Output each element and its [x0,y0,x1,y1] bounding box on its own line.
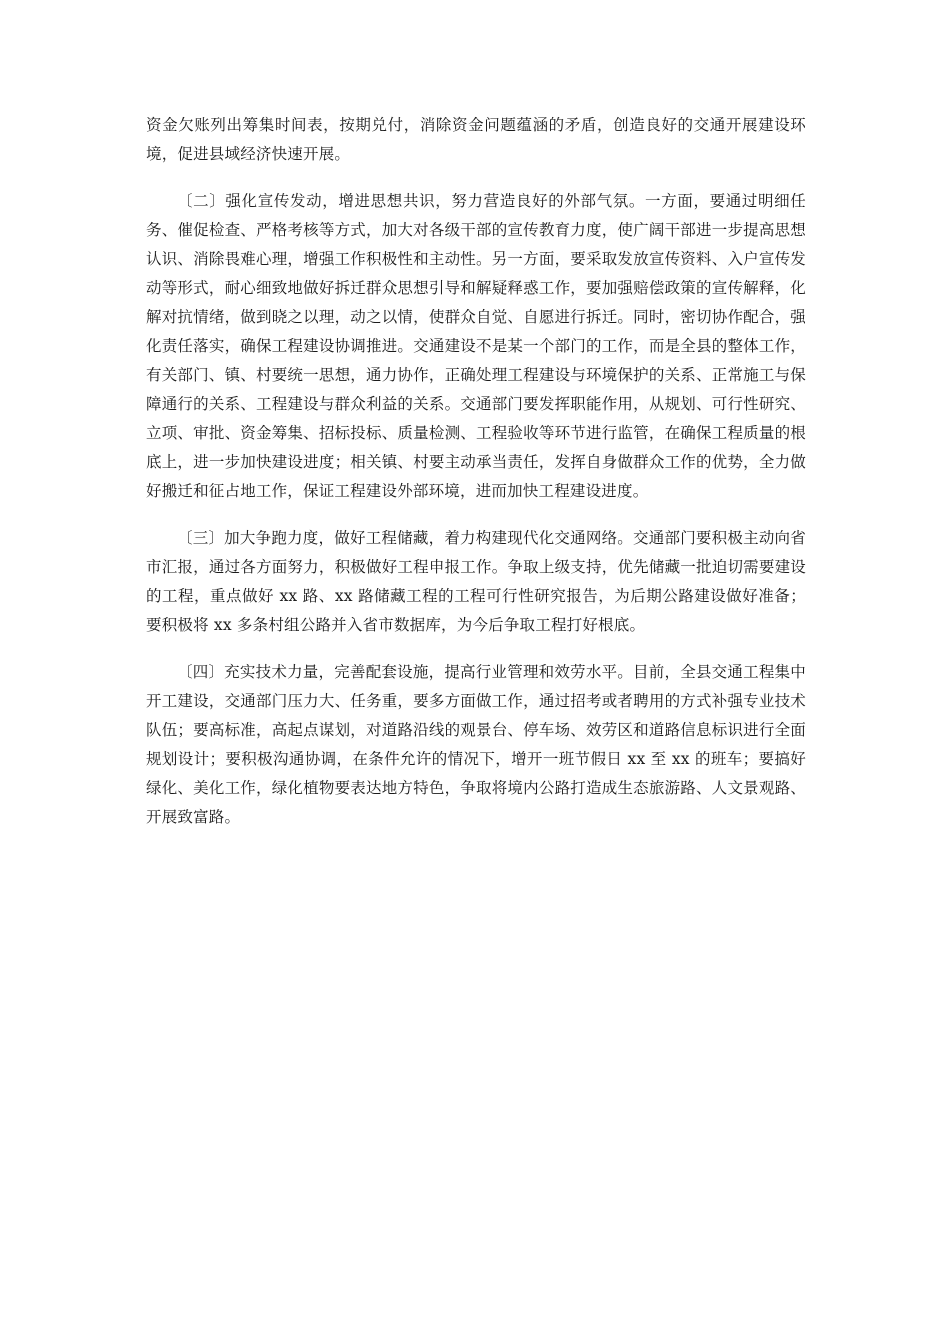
paragraph-continuation: 资金欠账列出筹集时间表，按期兑付，消除资金问题蕴涵的矛盾，创造良好的交通开展建设环境，促进县域经济快速开展。 [146,116,806,163]
paragraph-section-3: 〔三〕加大争跑力度，做好工程储藏，着力构建现代化交通网络。交通部门要积极主动向省市汇报，通过各方面努力，积极做好工程申报工作。争取上级支持，优先储藏一批迫切需要建设的工程，重点做好 xx 路、xx 路储藏工程的工程可行性研究报告，为后期公路建设做好准备；要积极将 xx 多条村组公路并入省市数据库，为今后争取工程打好根底。 [146,529,806,634]
paragraph-section-4: 〔四〕充实技术力量，完善配套设施，提高行业管理和效劳水平。目前，全县交通工程集中开工建设，交通部门压力大、任务重，要多方面做工作，通过招考或者聘用的方式补强专业技术队伍；要高标准，高起点谋划，对道路沿线的观景台、停车场、效劳区和道路信息标识进行全面规划设计；要积极沟通协调，在条件允许的情况下，增开一班节假日 xx 至 xx 的班车；要搞好绿化、美化工作，绿化植物要表达地方特色，争取将境内公路打造成生态旅游路、人文景观路、开展致富路。 [146,663,806,826]
paragraph-section-2: 〔二〕强化宣传发动，增进思想共识，努力营造良好的外部气氛。一方面，要通过明细任务、催促检查、严格考核等方式，加大对各级干部的宣传教育力度，使广阔干部进一步提高思想认识、消除畏难心理，增强工作积极性和主动性。另一方面，要采取发放宣传资料、入户宣传发动等形式，耐心细致地做好拆迁群众思想引导和解疑释惑工作，要加强赔偿政策的宣传解释，化解对抗情绪，做到晓之以理，动之以情，使群众自觉、自愿进行拆迁。同时，密切协作配合，强化责任落实，确保工程建设协调推进。交通建设不是某一个部门的工作，而是全县的整体工作，有关部门、镇、村要统一思想，通力协作，正确处理工程建设与环境保护的关系、正常施工与保障通行的关系、工程建设与群众利益的关系。交通部门要发挥职能作用，从规划、可行性研究、立项、审批、资金筹集、招标投标、质量检测、工程验收等环节进行监管，在确保工程质量的根底上，进一步加快建设进度；相关镇、村要主动承当责任，发挥自身做群众工作的优势，全力做好搬迁和征占地工作，保证工程建设外部环境，进而加快工程建设进度。 [146,192,806,500]
document-body [146,111,806,850]
